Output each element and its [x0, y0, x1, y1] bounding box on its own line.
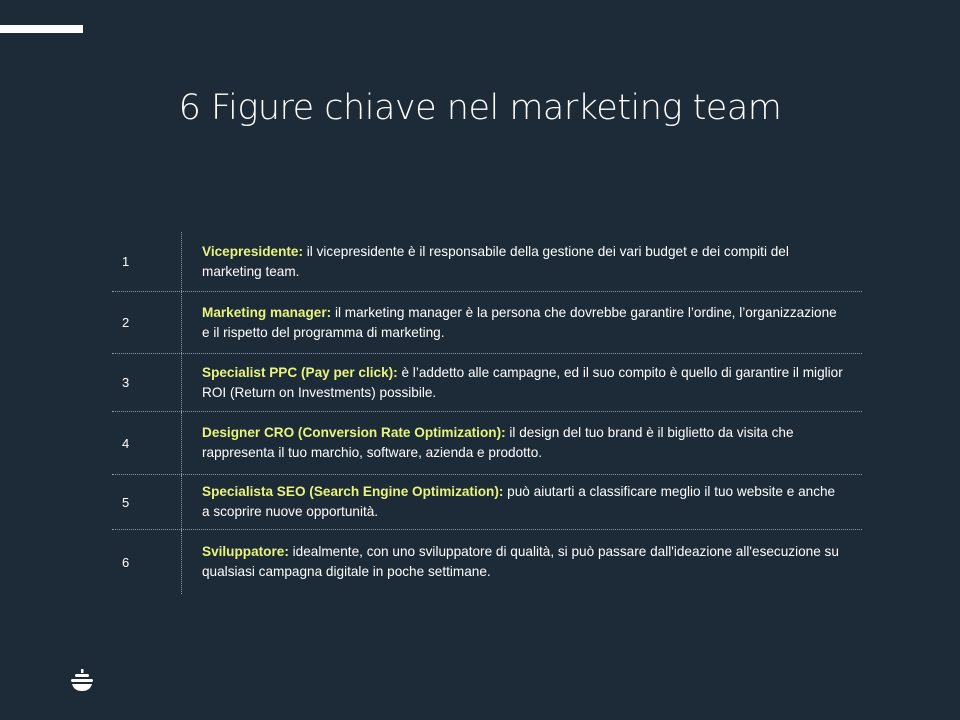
hubspot-sprocket-icon — [69, 668, 95, 692]
top-accent-bar — [0, 25, 83, 33]
role-term: Designer CRO (Conversion Rate Optimization): — [202, 425, 506, 440]
row-number: 5 — [112, 475, 182, 529]
table-row — [112, 412, 862, 475]
role-text: il marketing manager è la persona che dovrebbe garantire l’ordine, l’organizzazione e il rispetto del programma di marketing. — [202, 304, 837, 340]
role-text: il vicepresidente è il responsabile della gestione dei vari budget e dei compiti del marketing team. — [202, 243, 789, 279]
role-text: è l’addetto alle campagne, ed il suo compito è quello di garantire il miglior ROI (Return on Investments) possibile. — [202, 364, 843, 400]
slide-title: 6 Figure chiave nel marketing team — [178, 88, 782, 128]
row-number: 4 — [112, 412, 182, 474]
table-row — [112, 354, 862, 412]
role-term: Specialist PPC (Pay per click): — [202, 364, 398, 380]
role-term: Vicepresidente: — [202, 243, 303, 259]
role-term: Marketing manager: — [202, 304, 332, 320]
role-term: Sviluppatore: — [202, 544, 289, 559]
row-number: 2 — [112, 292, 182, 353]
row-description — [182, 303, 842, 343]
role-text: può aiutarti a classificare meglio il tuo website e anche a scoprire nuove opportunità. — [202, 484, 836, 519]
row-description — [182, 482, 842, 522]
role-text: idealmente, con uno sviluppatore di qualità, si può passare dall'ideazione all'esecuzione su qualsiasi campagna digitale in poche settimane. — [202, 544, 839, 579]
table-row — [112, 232, 862, 292]
table-row — [112, 292, 862, 354]
roles-table — [112, 232, 862, 594]
row-number: 3 — [112, 354, 182, 411]
row-description — [182, 423, 842, 463]
row-number: 1 — [112, 232, 182, 291]
row-description — [182, 242, 842, 282]
table-row — [112, 530, 862, 594]
row-description — [182, 542, 842, 582]
role-term: Specialista SEO (Search Engine Optimization): — [202, 484, 504, 499]
row-number: 6 — [112, 530, 182, 594]
role-text: il design del tuo brand è il biglietto da visita che rappresenta il tuo marchio, software, azienda e prodotto. — [202, 425, 794, 460]
table-row — [112, 475, 862, 530]
row-description — [182, 363, 862, 403]
